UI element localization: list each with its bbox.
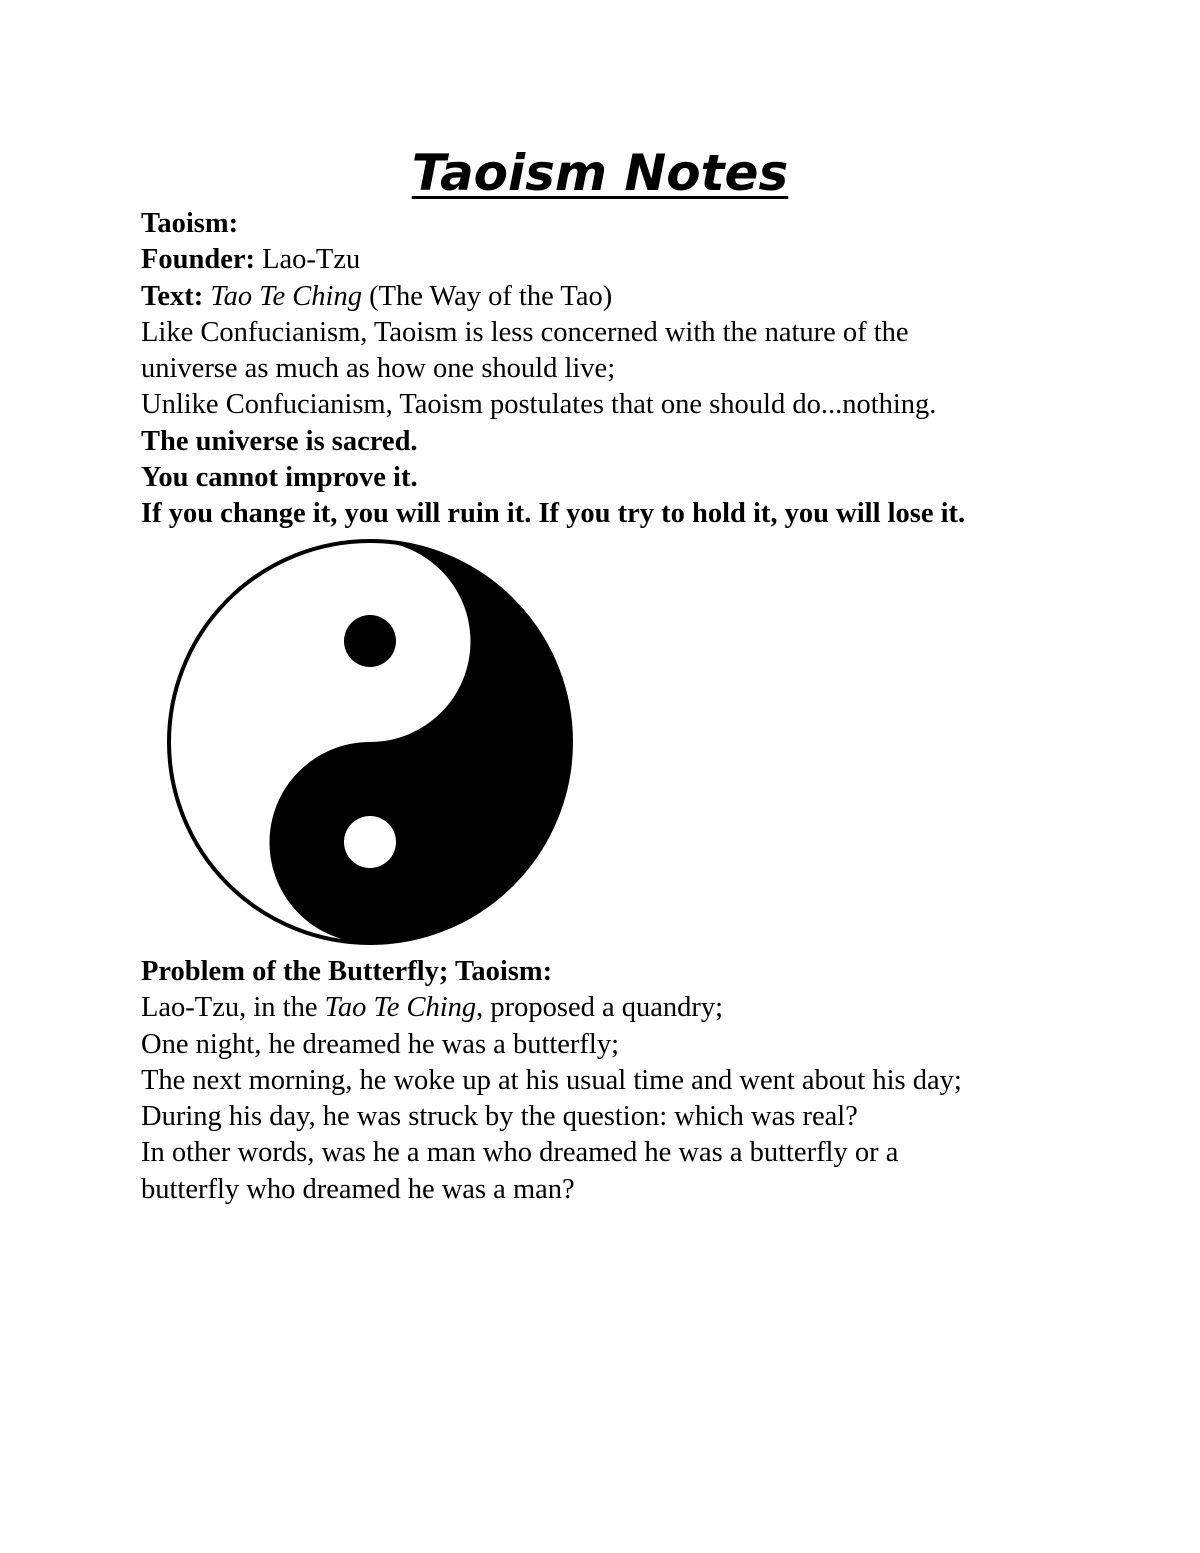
bold-statement: You cannot improve it. bbox=[141, 462, 418, 494]
paragraph-line: The next morning, he woke up at his usual time and went about his day; bbox=[141, 1064, 962, 1096]
section-heading-taoism: Taoism: bbox=[141, 208, 239, 239]
butterfly-section bbox=[141, 954, 1101, 1208]
taoism-section bbox=[141, 206, 1101, 533]
paragraph-line: One night, he dreamed he was a butterfly; bbox=[141, 1028, 620, 1060]
section-heading-butterfly: Problem of the Butterfly; Taoism: bbox=[141, 956, 553, 987]
paragraph-line: butterfly who dreamed he was a man? bbox=[141, 1173, 575, 1205]
yin-yang-light-dot bbox=[344, 816, 396, 868]
paragraph-line: Like Confucianism, Taoism is less concerned with the nature of the bbox=[141, 316, 909, 348]
yin-yang-dark-dot bbox=[344, 615, 396, 667]
bold-statement: The universe is sacred. bbox=[141, 425, 418, 457]
founder-line bbox=[141, 242, 1101, 278]
text-line bbox=[141, 279, 1101, 315]
paragraph-line: In other words, was he a man who dreamed he was a butterfly or a bbox=[141, 1137, 899, 1169]
page-title-text: Taoism Notes bbox=[411, 144, 789, 202]
yin-yang-icon bbox=[165, 537, 575, 947]
page-title bbox=[0, 138, 1200, 208]
founder-value: Lao-Tzu bbox=[255, 244, 361, 276]
text-label: Text: bbox=[141, 280, 204, 312]
text-subtitle: (The Way of the Tao) bbox=[361, 280, 613, 312]
paragraph-line: Unlike Confucianism, Taoism postulates that one should do...nothing. bbox=[141, 389, 937, 421]
line-text: , proposed a quandry; bbox=[476, 992, 724, 1024]
paragraph-line bbox=[141, 990, 1101, 1026]
paragraph-line: During his day, he was struck by the question: which was real? bbox=[141, 1101, 858, 1133]
line-text: Lao-Tzu, in the bbox=[141, 992, 325, 1024]
bold-statement: If you change it, you will ruin it. If you try to hold it, you will lose it. bbox=[141, 498, 966, 530]
text-title: Tao Te Ching bbox=[210, 280, 362, 312]
paragraph-line: universe as much as how one should live; bbox=[141, 353, 616, 385]
text-title-inline: Tao Te Ching bbox=[324, 992, 477, 1024]
founder-label: Founder: bbox=[141, 244, 255, 276]
